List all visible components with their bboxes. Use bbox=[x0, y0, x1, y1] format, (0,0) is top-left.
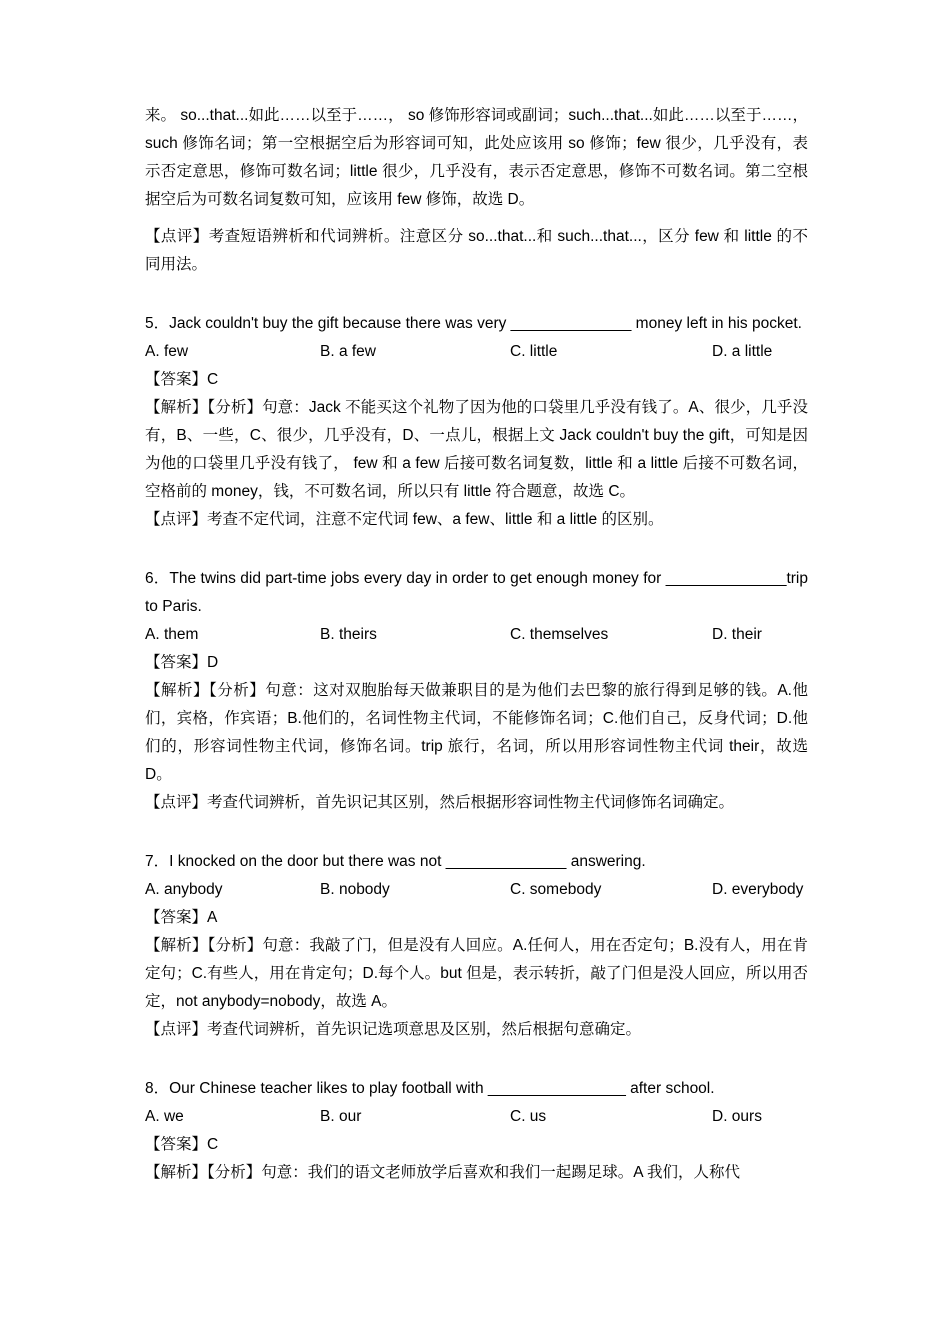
option-d: D. a little bbox=[712, 343, 773, 360]
option-a: A. anybody bbox=[145, 881, 223, 898]
option-c: C. somebody bbox=[510, 881, 602, 898]
option-b: B. theirs bbox=[320, 626, 377, 643]
question-text: 7．I knocked on the door but there was not ______________ answering. bbox=[145, 853, 646, 870]
explanation-continuation: 来。 so...that...如此……以至于……， so 修饰形容词或副词；such...that...如此……以至于……，such 修饰名词；第一空根据空后为形容词可知，此处应该用 so 修饰；few 很少，几乎没有，表示否定意思，修饰可数名词；little 很少，几乎没有，表示否定意思，修饰不可数名词。第二空根据空后为可数名词复数可知，应该用 few 修饰，故选 D。 bbox=[145, 107, 808, 208]
option-c: C. little bbox=[510, 343, 558, 360]
options-row bbox=[145, 621, 808, 649]
question-text: 8．Our Chinese teacher likes to play football with ________________ after school. bbox=[145, 1080, 715, 1097]
comment-paragraph: 【点评】考查代词辨析，首先识记其区别，然后根据形容词性物主代词修饰名词确定。 bbox=[145, 794, 735, 811]
analysis-paragraph: 【解析】【分析】句意：这对双胞胎每天做兼职目的是为他们去巴黎的旅行得到足够的钱。A.他们，宾格，作宾语；B.他们的，名词性物主代词，不能修饰名词；C.他们自己，反身代词；D.他们的，形容词性物主代词，修饰名词。trip 旅行，名词，所以用形容词性物主代词 their，故选 D。 bbox=[145, 682, 808, 783]
analysis-paragraph: 【解析】【分析】句意：Jack 不能买这个礼物了因为他的口袋里几乎没有钱了。A、很少，几乎没有，B、一些，C、很少，几乎没有，D、一点儿，根据上文 Jack couldn't buy the gift，可知是因为他的口袋里几乎没有钱了， few 和 a few 后接可数名词复数，little 和 a little 后接不可数名词，空格前的 money，钱，不可数名词，所以只有 little 符合题意，故选 C。 bbox=[145, 399, 808, 500]
option-b: B. our bbox=[320, 1108, 362, 1125]
option-a: A. few bbox=[145, 343, 189, 360]
answer-line: 【答案】A bbox=[145, 909, 218, 926]
options-row bbox=[145, 876, 808, 904]
option-d: D. everybody bbox=[712, 881, 804, 898]
document-page bbox=[145, 102, 808, 1187]
option-c: C. us bbox=[510, 1108, 547, 1125]
question-text: 5．Jack couldn't buy the gift because there was very ______________ money left in his pocket. bbox=[145, 315, 802, 332]
question-block-7 bbox=[145, 848, 808, 1044]
explanation-comment: 【点评】考查短语辨析和代词辨析。注意区分 so...that...和 such...that...，区分 few 和 little 的不同用法。 bbox=[145, 228, 808, 273]
analysis-paragraph: 【解析】【分析】句意：我敲了门，但是没有人回应。A.任何人，用在否定句；B.没有人，用在肯定句；C.有些人，用在肯定句；D.每个人。but 但是，表示转折，敲了门但是没人回应，所以用否定，not anybody=nobody，故选 A。 bbox=[145, 937, 808, 1010]
comment-paragraph: 【点评】考查代词辨析，首先识记选项意思及区别，然后根据句意确定。 bbox=[145, 1021, 642, 1038]
option-d: D. ours bbox=[712, 1108, 762, 1125]
option-b: B. nobody bbox=[320, 881, 390, 898]
option-d: D. their bbox=[712, 626, 762, 643]
comment-paragraph: 【点评】考查不定代词，注意不定代词 few、a few、little 和 a little 的区别。 bbox=[145, 511, 664, 528]
option-c: C. themselves bbox=[510, 626, 609, 643]
question-block-6 bbox=[145, 565, 808, 817]
question-block-8 bbox=[145, 1075, 808, 1187]
option-a: A. them bbox=[145, 626, 199, 643]
options-row bbox=[145, 1103, 808, 1131]
answer-line: 【答案】C bbox=[145, 1136, 219, 1153]
option-a: A. we bbox=[145, 1108, 184, 1125]
question-text: 6．The twins did part-time jobs every day in order to get enough money for ______________trip to Paris. bbox=[145, 570, 808, 615]
answer-line: 【答案】D bbox=[145, 654, 219, 671]
answer-line: 【答案】C bbox=[145, 371, 219, 388]
option-b: B. a few bbox=[320, 343, 376, 360]
analysis-paragraph: 【解析】【分析】句意：我们的语文老师放学后喜欢和我们一起踢足球。A 我们，人称代 bbox=[145, 1164, 741, 1181]
question-block-5 bbox=[145, 310, 808, 534]
options-row bbox=[145, 338, 808, 366]
